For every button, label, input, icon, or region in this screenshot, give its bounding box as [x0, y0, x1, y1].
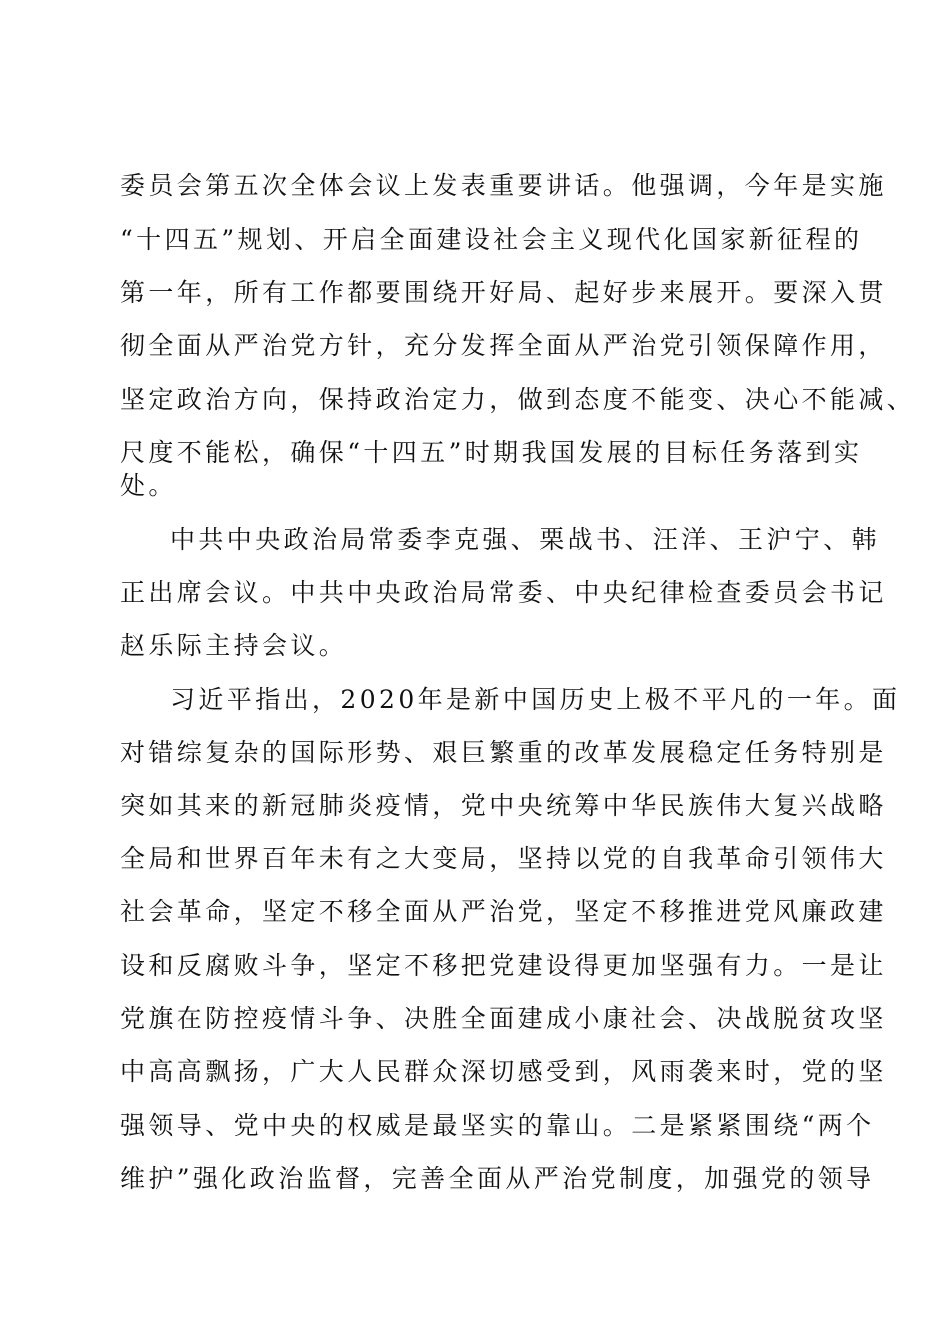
text-line: 强领导、党中央的权威是最坚实的靠山。二是紧紧围绕“两个: [120, 1111, 875, 1140]
text-line: 设和反腐败斗争，坚定不移把党建设得更加坚强有力。一是让: [120, 951, 887, 980]
text-line: 对错综复杂的国际形势、艰巨繁重的改革发展稳定任务特别是: [120, 738, 887, 767]
text-line: 尺度不能松，确保“十四五”时期我国发展的目标任务落到实: [120, 438, 863, 467]
text-line: 维护”强化政治监督，完善全面从严治党制度，加强党的领导: [120, 1164, 875, 1193]
text-line: 赵乐际主持会议。: [120, 631, 348, 660]
text-line: 处。: [120, 471, 177, 500]
text-line: 党旗在防控疫情斗争、决胜全面建成小康社会、决战脱贫攻坚: [120, 1004, 887, 1033]
text-line: 第一年，所有工作都要围绕开好局、起好步来展开。要深入贯: [120, 278, 887, 307]
text-line: 全局和世界百年未有之大变局，坚持以党的自我革命引领伟大: [120, 844, 887, 873]
text-line: 中共中央政治局常委李克强、栗战书、汪洋、王沪宁、韩: [170, 525, 881, 554]
text-line: 委员会第五次全体会议上发表重要讲话。他强调，今年是实施: [120, 171, 887, 200]
text-line: 彻全面从严治党方针，充分发挥全面从严治党引领保障作用，: [120, 331, 887, 360]
text-line: 中高高飘扬，广大人民群众深切感受到，风雨袭来时，党的坚: [120, 1057, 887, 1086]
text-line: 突如其来的新冠肺炎疫情，党中央统筹中华民族伟大复兴战略: [120, 791, 887, 820]
text-line: 习近平指出，2020年是新中国历史上极不平凡的一年。面: [170, 685, 901, 714]
text-line: 正出席会议。中共中央政治局常委、中央纪律检查委员会书记: [120, 578, 887, 607]
text-line: “十四五”规划、开启全面建设社会主义现代化国家新征程的: [120, 225, 863, 254]
text-line: 社会革命，坚定不移全面从严治党，坚定不移推进党风廉政建: [120, 897, 887, 926]
text-line: 坚定政治方向，保持政治定力，做到态度不能变、决心不能减、: [120, 385, 916, 414]
